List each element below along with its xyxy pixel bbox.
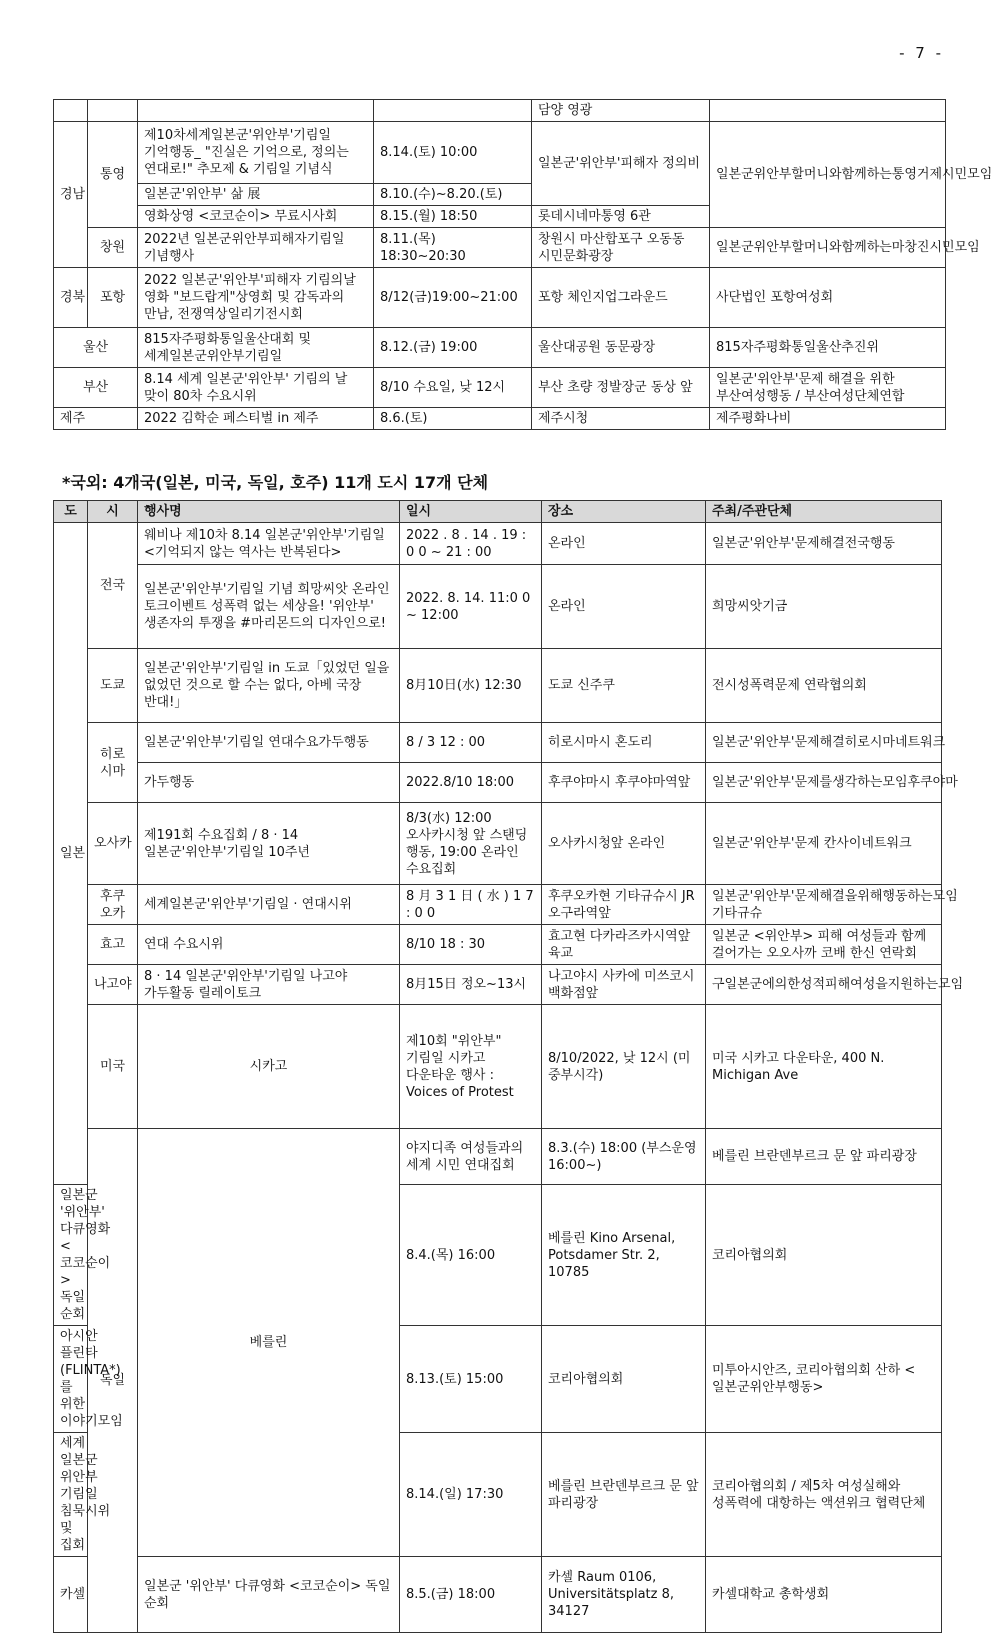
city-cell: 후쿠 오카: [88, 885, 138, 925]
region-cell: 경북: [54, 268, 88, 328]
header-cell: 시: [88, 501, 138, 523]
cell: [374, 100, 532, 122]
host-cell: 일본군위안부할머니와함께하는통영거제시민모임: [710, 122, 946, 228]
domestic-table: [53, 99, 992, 430]
region-cell: 경남: [54, 122, 88, 268]
city-cell: 효고: [88, 925, 138, 965]
city-cell: 히로 시마: [88, 723, 138, 803]
header-cell: 행사명: [138, 501, 400, 523]
cell: [138, 100, 374, 122]
event-cell: 웨비나 제10차 8.14 일본군'위안부'기림일 <기억되지 않는 역사는 반복된다>: [138, 523, 400, 565]
date-cell: 2022 . 8 . 14 . 19 : 0 0 ~ 21 : 00: [400, 523, 542, 565]
host-cell: 일본군'위안부'문제 해결을 위한 부산여성행동 / 부산여성단체연합: [710, 368, 946, 408]
place-cell: 나고야시 사카에 미쓰코시 백화점앞: [542, 965, 706, 1005]
date-cell: 8.6.(토): [374, 408, 532, 430]
event-cell: 제10회 "위안부" 기림일 시카고 다운타운 행사 : Voices of Protest: [400, 1005, 542, 1129]
country-cell: 미국: [88, 1005, 138, 1129]
date-cell: 8.14.(일) 17:30: [400, 1433, 542, 1557]
header-cell: 일시: [400, 501, 542, 523]
date-cell: 8/10 18 : 30: [400, 925, 542, 965]
event-cell: 일본군 '위안부' 다큐영화 <코코순이> 독일 순회: [54, 1185, 88, 1326]
event-cell: 2022 김학순 페스티벌 in 제주: [138, 408, 374, 430]
place-cell: 베를린 Kino Arsenal, Potsdamer Str. 2, 10785: [542, 1185, 706, 1326]
date-cell: 8.11.(목) 18:30~20:30: [374, 228, 532, 268]
host-cell: 미투아시안즈, 코리아협의회 산하 <일본군위안부행동>: [706, 1326, 942, 1433]
city-cell: 나고야: [88, 965, 138, 1005]
host-cell: 제주평화나비: [710, 408, 946, 430]
event-cell: 세계일본군'위안부'기림일 · 연대시위: [138, 885, 400, 925]
date-cell: 8/10/2022, 낮 12시 (미 중부시각): [542, 1005, 706, 1129]
host-cell: 일본군'위안부'문제해결전국행동: [706, 523, 942, 565]
place-cell: 울산대공원 동문광장: [532, 328, 710, 368]
section-heading: *국외: 4개국(일본, 미국, 독일, 호주) 11개 도시 17개 단체: [62, 473, 489, 492]
host-cell: 사단법인 포항여성회: [710, 268, 946, 328]
place-cell: 후쿠야마시 후쿠야마역앞: [542, 763, 706, 803]
event-cell: 일본군 '위안부' 다큐영화 <코코순이> 독일 순회: [138, 1557, 400, 1633]
cell: [710, 100, 946, 122]
date-cell: 8月15日 정오~13시: [400, 965, 542, 1005]
date-cell: 8.15.(월) 18:50: [374, 206, 532, 228]
city-cell: 카셀: [54, 1557, 88, 1633]
date-cell: 8.5.(금) 18:00: [400, 1557, 542, 1633]
date-cell: 8.10.(수)~8.20.(토): [374, 184, 532, 206]
overseas-table: [53, 500, 964, 1633]
date-cell: 8 / 3 12 : 00: [400, 723, 542, 763]
host-cell: 희망씨앗기금: [706, 565, 942, 649]
host-cell: 코리아협의회 / 제5차 여성실해와 성폭력에 대항하는 액션위크 협력단체: [706, 1433, 942, 1557]
event-cell: 제191회 수요집회 / 8 · 14 일본군'위안부'기림일 10주년: [138, 803, 400, 885]
place-cell: 카셀 Raum 0106, Universitätsplatz 8, 34127: [542, 1557, 706, 1633]
date-cell: 8月10日(水) 12:30: [400, 649, 542, 723]
date-cell: 8.14.(토) 10:00: [374, 122, 532, 184]
date-cell: 8.13.(토) 15:00: [400, 1326, 542, 1433]
event-cell: 가두행동: [138, 763, 400, 803]
city-cell: 포항: [88, 268, 138, 328]
place-cell: 온라인: [542, 523, 706, 565]
place-cell: 코리아협의회: [542, 1326, 706, 1433]
place-cell: 히로시마시 혼도리: [542, 723, 706, 763]
place-cell: 도쿄 신주쿠: [542, 649, 706, 723]
host-cell: 일본군'위안부'문제해결을위해행동하는모임 기타규슈: [706, 885, 942, 925]
place-cell: 창원시 마산합포구 오동동 시민문화광장: [532, 228, 710, 268]
place-cell: 부산 초량 정발장군 동상 앞: [532, 368, 710, 408]
header-cell: 장소: [542, 501, 706, 523]
host-cell: 카셀대학교 총학생회: [706, 1557, 942, 1633]
host-cell: 일본군'위안부'문제를생각하는모임후쿠야마: [706, 763, 942, 803]
event-cell: 815자주평화통일울산대회 및 세계일본군위안부기림일: [138, 328, 374, 368]
city-cell: 창원: [88, 228, 138, 268]
place-cell: 온라인: [542, 565, 706, 649]
city-cell: 오사카: [88, 803, 138, 885]
cell: [88, 100, 138, 122]
city-cell: 통영: [88, 122, 138, 228]
place-cell: 제주시청: [532, 408, 710, 430]
place-cell: 롯데시네마통영 6관: [532, 206, 710, 228]
place-cell: 베를린 브란덴부르크 문 앞 파리광장: [542, 1433, 706, 1557]
date-cell: 8.4.(목) 16:00: [400, 1185, 542, 1326]
country-cell: 독일: [88, 1129, 138, 1633]
date-cell: 8/12(금)19:00~21:00: [374, 268, 532, 328]
event-cell: 야지디족 여성들과의 세계 시민 연대집회: [400, 1129, 542, 1185]
place-cell: 담양 영광: [532, 100, 710, 122]
region-cell: 제주: [54, 408, 138, 430]
place-cell: 일본군'위안부'피해자 정의비: [532, 122, 710, 206]
host-cell: 전시성폭력문제 연락협의회: [706, 649, 942, 723]
city-cell: 베를린: [138, 1129, 400, 1557]
event-cell: 8 · 14 일본군'위안부'기림일 나고야 가두활동 릴레이토크: [138, 965, 400, 1005]
city-cell: 시카고: [138, 1005, 400, 1129]
date-cell: 8/10 수요일, 낮 12시: [374, 368, 532, 408]
event-cell: 2022년 일본군위안부피해자기림일 기념행사: [138, 228, 374, 268]
host-cell: 일본군위안부할머니와함께하는마창진시민모임: [710, 228, 946, 268]
date-cell: 2022.8/10 18:00: [400, 763, 542, 803]
city-cell: 도쿄: [88, 649, 138, 723]
event-cell: 8.14 세계 일본군'위안부' 기림의 날 맞이 80차 수요시위: [138, 368, 374, 408]
host-cell: 일본군'위안부'문제해결히로시마네트워크: [706, 723, 942, 763]
event-cell: 2022 일본군'위안부'피해자 기림의날 영화 "보드랍게"상영회 및 감독과의 만남, 전쟁역상일리기전시회: [138, 268, 374, 328]
date-cell: 8.12.(금) 19:00: [374, 328, 532, 368]
page-number: - 7 -: [899, 44, 944, 62]
place-cell: 베를린 브란덴부르크 문 앞 파리광장: [706, 1129, 942, 1185]
date-cell: 8.3.(수) 18:00 (부스운영 16:00~): [542, 1129, 706, 1185]
country-cell: 일본: [54, 523, 88, 1185]
event-cell: 제10차세계일본군'위안부'기림일 기억행동_ "진실은 기억으로, 정의는 연대로!" 추모제 & 기림일 기념식: [138, 122, 374, 184]
event-cell: 일본군'위안부' 삶 展: [138, 184, 374, 206]
host-cell: 구일본군에의한성적피해여성을지원하는모임: [706, 965, 942, 1005]
event-cell: 아시안 플린타 (FLINTA*)를 위한 이야기모임: [54, 1326, 88, 1433]
region-cell: 울산: [54, 328, 138, 368]
host-cell: 일본군 <위안부> 피해 여성들과 함께 걸어가는 오오사까 코배 한신 연락회: [706, 925, 942, 965]
header-cell: 주최/주관단체: [706, 501, 942, 523]
place-cell: 후쿠오카현 기타규슈시 JR 오구라역앞: [542, 885, 706, 925]
host-cell: 일본군'위안부'문제 칸사이네트워크: [706, 803, 942, 885]
header-cell: 도: [54, 501, 88, 523]
city-cell: 전국: [88, 523, 138, 649]
cell: [54, 100, 88, 122]
host-cell: 815자주평화통일울산추진위: [710, 328, 946, 368]
host-cell: 코리아협의회: [706, 1185, 942, 1326]
event-cell: 세계 일본군 위안부 기림일 침묵시위 및 집회: [54, 1433, 88, 1557]
date-cell: 8/3(水) 12:00 오사카시청 앞 스탠딩 행동, 19:00 온라인 수요집회: [400, 803, 542, 885]
region-cell: 부산: [54, 368, 138, 408]
event-cell: 일본군'위안부'기림일 기념 희망씨앗 온라인 토크이벤트 성폭력 없는 세상을! '위안부' 생존자의 투쟁을 #마리몬드의 디자인으로!: [138, 565, 400, 649]
date-cell: 8 月 3 1 日 ( 水 ) 1 7 : 0 0: [400, 885, 542, 925]
place-cell: 효고현 다카라즈카시역앞 육교: [542, 925, 706, 965]
place-cell: 포항 체인지업그라운드: [532, 268, 710, 328]
event-cell: 영화상영 <코코순이> 무료시사회: [138, 206, 374, 228]
place-cell: 오사카시청앞 온라인: [542, 803, 706, 885]
date-cell: 2022. 8. 14. 11:0 0 ~ 12:00: [400, 565, 542, 649]
event-cell: 일본군'위안부'기림일 in 도쿄「있었던 일을 없었던 것으로 할 수는 없다, 아베 국장 반대!」: [138, 649, 400, 723]
place-cell: 미국 시카고 다운타운, 400 N. Michigan Ave: [706, 1005, 942, 1129]
event-cell: 연대 수요시위: [138, 925, 400, 965]
event-cell: 일본군'위안부'기림일 연대수요가두행동: [138, 723, 400, 763]
